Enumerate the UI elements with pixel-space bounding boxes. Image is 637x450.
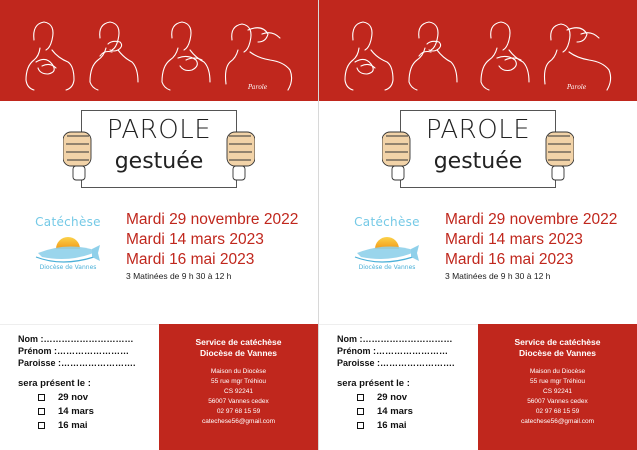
option-14-mars[interactable] bbox=[357, 405, 413, 417]
session-dates bbox=[445, 210, 617, 270]
option-14-mars[interactable] bbox=[38, 405, 94, 417]
date-1: Mardi 29 novembre 2022 bbox=[445, 211, 618, 228]
logo-diocese: Diocèse de Vannes bbox=[358, 264, 416, 271]
logo-wordmark: Catéchèse bbox=[35, 215, 101, 229]
option-29-nov[interactable] bbox=[357, 391, 407, 403]
nom-field[interactable]: Nom :………………………… bbox=[18, 334, 134, 344]
flyer-right bbox=[319, 0, 637, 450]
service-address bbox=[478, 367, 637, 427]
option-label: 16 mai bbox=[377, 419, 407, 431]
address-line: CS 92241 bbox=[543, 388, 572, 395]
checkbox-icon[interactable] bbox=[357, 394, 364, 401]
service-title bbox=[159, 337, 318, 359]
parole-gestuee-sign bbox=[382, 110, 574, 188]
option-label: 29 nov bbox=[377, 391, 408, 403]
option-16-mai[interactable] bbox=[38, 419, 88, 431]
service-title bbox=[478, 337, 637, 359]
phone-number: 02 97 68 15 59 bbox=[535, 408, 580, 415]
session-times: 3 Matinées de 9 h 30 à 12 h bbox=[445, 271, 551, 281]
paroisse-field[interactable]: Paroisse :……………………. bbox=[337, 358, 455, 368]
email-address[interactable]: catechese56@gmail.com bbox=[201, 418, 276, 425]
service-title-line: Service de catéchèse bbox=[514, 337, 601, 347]
registration-strip bbox=[319, 324, 637, 450]
date-3: Mardi 16 mai 2023 bbox=[445, 251, 574, 268]
prenom-field[interactable]: Prénom :…………………… bbox=[337, 346, 449, 356]
banner-signature: Parole bbox=[248, 84, 268, 91]
flyer-left bbox=[0, 0, 318, 450]
checkbox-icon[interactable] bbox=[38, 422, 45, 429]
option-label: 29 nov bbox=[58, 391, 89, 403]
date-2: Mardi 14 mars 2023 bbox=[445, 231, 583, 248]
registration-form bbox=[0, 324, 159, 450]
service-address bbox=[159, 367, 318, 427]
checkbox-icon[interactable] bbox=[357, 408, 364, 415]
address-line: Maison du Diocèse bbox=[529, 368, 586, 375]
checkbox-icon[interactable] bbox=[38, 394, 45, 401]
hand-signs-banner bbox=[319, 0, 637, 101]
service-contact bbox=[159, 324, 318, 450]
date-3: Mardi 16 mai 2023 bbox=[126, 251, 255, 268]
signing-figures-illustration bbox=[0, 0, 318, 101]
checkbox-icon[interactable] bbox=[357, 422, 364, 429]
registration-form bbox=[319, 324, 478, 450]
session-times: 3 Matinées de 9 h 30 à 12 h bbox=[126, 271, 232, 281]
catechese-logo bbox=[351, 213, 423, 275]
phone-number: 02 97 68 15 59 bbox=[216, 408, 261, 415]
attendance-label: sera présent le : bbox=[337, 378, 410, 389]
option-label: 14 mars bbox=[58, 405, 94, 417]
logo-diocese: Diocèse de Vannes bbox=[39, 264, 97, 271]
session-dates bbox=[126, 210, 298, 270]
address-line: Maison du Diocèse bbox=[210, 368, 267, 375]
catechese-logo bbox=[32, 213, 104, 275]
parole-gestuee-sign bbox=[63, 110, 255, 188]
option-29-nov[interactable] bbox=[38, 391, 88, 403]
logo-wordmark: Catéchèse bbox=[354, 215, 420, 229]
service-title-line: Service de catéchèse bbox=[195, 337, 282, 347]
option-label: 16 mai bbox=[58, 419, 88, 431]
sign-subtitle: gestuée bbox=[433, 149, 523, 174]
sign-title: PAROLE bbox=[106, 115, 212, 145]
service-title-line: Diocèse de Vannes bbox=[199, 348, 277, 358]
address-line: 56007 Vannes cedex bbox=[527, 398, 588, 405]
signing-figures-illustration bbox=[319, 0, 637, 101]
email-address[interactable]: catechese56@gmail.com bbox=[520, 418, 595, 425]
registration-strip bbox=[0, 324, 318, 450]
banner-signature: Parole bbox=[567, 84, 587, 91]
option-label: 14 mars bbox=[377, 405, 413, 417]
date-1: Mardi 29 novembre 2022 bbox=[126, 211, 299, 228]
sign-subtitle: gestuée bbox=[114, 149, 204, 174]
hand-signs-banner bbox=[0, 0, 318, 101]
sign-title: PAROLE bbox=[425, 115, 531, 145]
prenom-field[interactable]: Prénom :…………………… bbox=[18, 346, 130, 356]
address-line: CS 92241 bbox=[224, 388, 253, 395]
holding-hands-illustration bbox=[63, 110, 255, 188]
option-16-mai[interactable] bbox=[357, 419, 407, 431]
service-contact bbox=[478, 324, 637, 450]
holding-hands-illustration bbox=[382, 110, 574, 188]
address-line: 55 rue mgr Tréhiou bbox=[530, 378, 585, 385]
attendance-label: sera présent le : bbox=[18, 378, 91, 389]
address-line: 56007 Vannes cedex bbox=[208, 398, 269, 405]
nom-field[interactable]: Nom :………………………… bbox=[337, 334, 453, 344]
service-title-line: Diocèse de Vannes bbox=[518, 348, 596, 358]
paroisse-field[interactable]: Paroisse :……………………. bbox=[18, 358, 136, 368]
date-2: Mardi 14 mars 2023 bbox=[126, 231, 264, 248]
checkbox-icon[interactable] bbox=[38, 408, 45, 415]
address-line: 55 rue mgr Tréhiou bbox=[211, 378, 266, 385]
